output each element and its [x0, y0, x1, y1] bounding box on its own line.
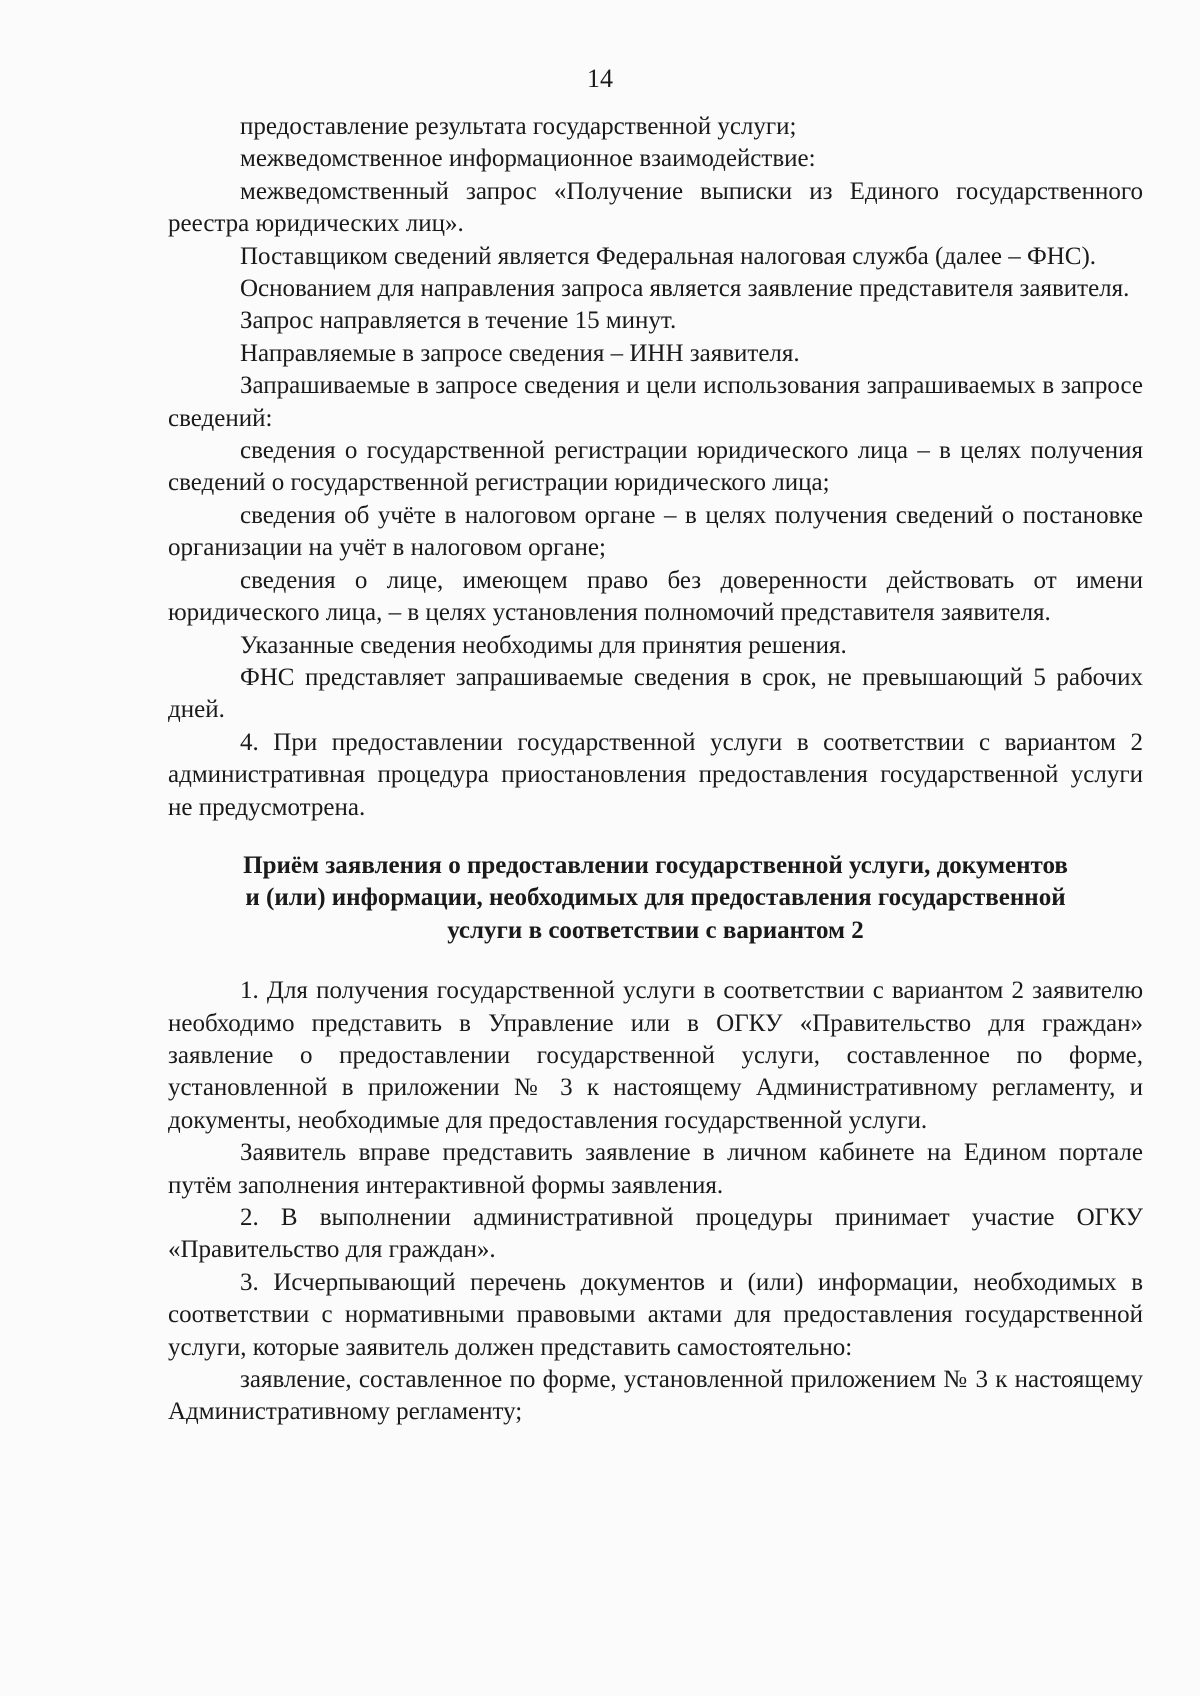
paragraph: ФНС представляет запрашиваемые сведения в срок, не превышающий 5 рабочих дней. — [168, 663, 1143, 724]
paragraph: сведения о лице, имеющем право без доверенности действовать от имени юридического лица, – в целях установления полномочий представителя заявителя. — [168, 566, 1143, 627]
paragraph: 4. При предоставлении государственной услуги в соответствии с вариантом 2 административная процедура приостановления предоставления государственной услуги не предусмотрена. — [168, 728, 1143, 821]
section-heading-line: и (или) информации, необходимых для предоставления государственной — [245, 884, 1066, 912]
paragraph: межведомственное информационное взаимодействие: — [240, 145, 816, 173]
paragraph: Направляемые в запросе сведения – ИНН заявителя. — [240, 339, 800, 367]
paragraph: 2. В выполнении административной процедуры принимает участие ОГКУ «Правительство для граждан». — [168, 1204, 1143, 1264]
paragraph: предоставление результата государственной услуги; — [240, 113, 797, 140]
paragraph: сведения о государственной регистрации юридического лица – в целях получения сведений о государственной регистрации юридического лица; — [168, 437, 1143, 497]
paragraph: межведомственный запрос «Получение выписки из Единого государственного реестра юридических лиц». — [168, 177, 1143, 238]
paragraph: Заявитель вправе представить заявление в личном кабинете на Едином портале путём заполнения интерактивной формы заявления. — [168, 1139, 1143, 1199]
section-heading — [168, 850, 1143, 947]
paragraph: 3. Исчерпывающий перечень документов и (или) информации, необходимых в соответствии с нормативными правовыми актами для предоставления государственной услуги, которые заявитель должен представить самостоятельно: — [168, 1268, 1143, 1361]
paragraph: Запрос направляется в течение 15 минут. — [240, 307, 677, 335]
page-number: 14 — [587, 64, 613, 93]
paragraph: Запрашиваемые в запросе сведения и цели использования запрашиваемых в запросе сведений: — [168, 372, 1143, 432]
section-heading-line: Приём заявления о предоставлении государственной услуги, документов — [243, 851, 1068, 879]
paragraph: Поставщиком сведений является Федеральная налоговая служба (далее – ФНС). — [240, 242, 1097, 270]
paragraph: 1. Для получения государственной услуги в соответствии с вариантом 2 заявителю необходимо представить в Управление или в ОГКУ «Правительство для граждан» заявление о предоставлении государственной услуги, составленное по форме, установленной в приложении № 3 к настоящему Административному регламенту, и документы, необходимые для предоставления государственной услуги. — [168, 977, 1143, 1134]
paragraph: сведения об учёте в налоговом органе – в целях получения сведений о постановке организации на учёт в налоговом органе; — [168, 501, 1143, 562]
section-heading-line: услуги в соответствии с вариантом 2 — [447, 916, 864, 944]
paragraph: заявление, составленное по форме, установленной приложением № 3 к настоящему Административному регламенту; — [168, 1366, 1143, 1426]
paragraph: Указанные сведения необходимы для принятия решения. — [240, 631, 847, 659]
page-body — [168, 111, 1143, 1429]
paragraph: Основанием для направления запроса является заявление представителя заявителя. — [240, 275, 1130, 303]
